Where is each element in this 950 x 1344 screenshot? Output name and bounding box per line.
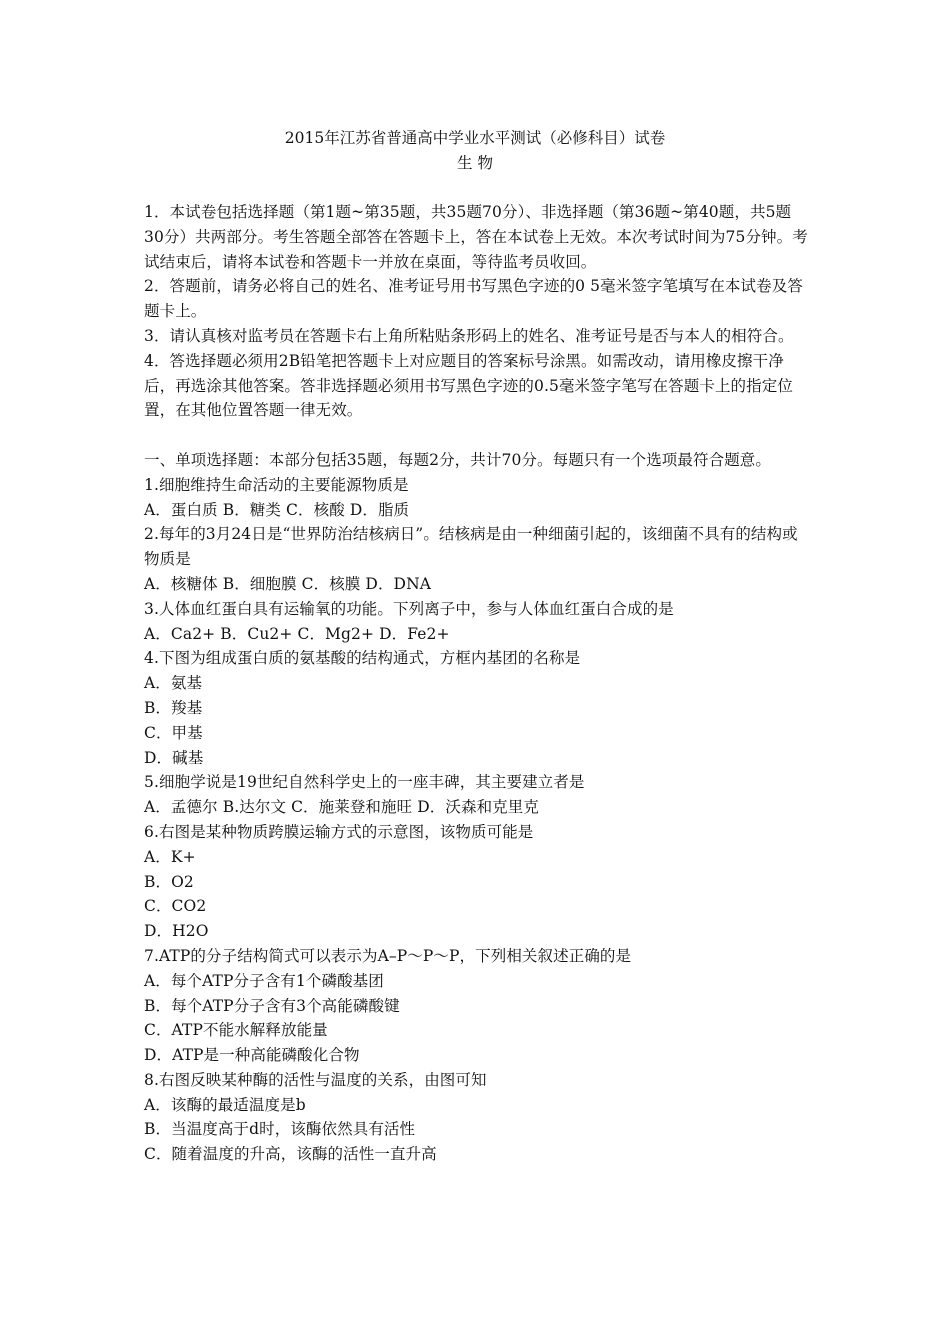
question-6-option-b: B．O2 (144, 872, 194, 891)
question-5-options: A．孟德尔 B.达尔文 C．施莱登和施旺 D．沃森和克里克 (144, 798, 539, 817)
section-heading: 一、单项选择题：本部分包括35题，每题2分，共计70分。每题只有一个选项最符合题意。 (144, 450, 772, 469)
question-7-option-c: C．ATP不能水解释放能量 (144, 1021, 328, 1040)
paragraph-gap (144, 423, 810, 448)
question-7-option-a: A．每个ATP分子含有1个磷酸基团 (144, 971, 384, 990)
instruction-3: 3．请认真核对监考员在答题卡右上角所粘贴条形码上的姓名、准考证号是否与本人的相符合。 (144, 326, 794, 345)
question-6-option-c: C．CO2 (144, 897, 207, 916)
question-4-option-a: A．氨基 (144, 674, 203, 693)
question-1: 1.细胞维持生命活动的主要能源物质是 (144, 475, 409, 494)
question-6: 6.右图是某种物质跨膜运输方式的示意图，该物质可能是 (144, 822, 534, 841)
question-1-options: A．蛋白质 B．糖类 C．核酸 D．脂质 (144, 500, 410, 519)
question-6-option-d: D．H2O (144, 922, 209, 941)
question-4-option-c: C．甲基 (144, 723, 203, 742)
instruction-4: 4．答选择题必须用2B铅笔把答题卡上对应题目的答案标号涂黑。如需改动，请用橡皮擦干净后，再选涂其他答案。答非选择题必须用书写黑色字迹的0.5毫米签字笔写在答题卡上的指定位置，在其他位置答题一律无效。 (144, 351, 793, 420)
question-4: 4.下图为组成蛋白质的氨基酸的结构通式，方框内基团的名称是 (144, 649, 581, 668)
question-8-option-c: C．随着温度的升高，该酶的活性一直升高 (144, 1145, 437, 1164)
question-8: 8.右图反映某种酶的活性与温度的关系，由图可知 (144, 1070, 487, 1089)
question-8-option-a: A．该酶的最适温度是b (144, 1095, 306, 1114)
instruction-2: 2．答题前，请务必将自己的姓名、准考证号用书写黑色字迹的0 5毫米签字笔填写在本试卷及答题卡上。 (144, 277, 803, 321)
question-8-option-b: B．当温度高于d时，该酶依然具有活性 (144, 1120, 416, 1139)
question-2: 2.每年的3月24日是“世界防治结核病日”。结核病是由一种细菌引起的，该细菌不具有的结构或物质是 (144, 525, 798, 569)
question-7-option-b: B．每个ATP分子含有3个高能磷酸键 (144, 996, 400, 1015)
instruction-1: 1．本试卷包括选择题（第1题~第35题，共35题70分）、非选择题（第36题~第40题，共5题30分）共两部分。考生答题全部答在答题卡上，答在本试卷上无效。本次考试时间为75分钟。考试结束后，请将本试卷和答题卡一并放在桌面，等待监考员收回。 (144, 203, 808, 271)
question-5: 5.细胞学说是19世纪自然科学史上的一座丰碑，其主要建立者是 (144, 773, 585, 792)
question-3: 3.人体血红蛋白具有运输氧的功能。下列离子中，参与人体血红蛋白合成的是 (144, 599, 674, 618)
subject-title: 生 物 (457, 154, 493, 172)
question-4-option-b: B．羧基 (144, 698, 203, 717)
question-2-options: A．核糖体 B．细胞膜 C．核膜 D．DNA (144, 574, 432, 593)
question-4-option-d: D．碱基 (144, 748, 204, 767)
question-6-option-a: A．K+ (144, 847, 196, 866)
question-7-option-d: D．ATP是一种高能磷酸化合物 (144, 1046, 360, 1065)
document-body (144, 200, 810, 1167)
question-7: 7.ATP的分子结构简式可以表示为A–P～P～P，下列相关叙述正确的是 (144, 946, 632, 965)
question-3-options: A．Ca2+ B．Cu2+ C．Mg2+ D．Fe2+ (144, 624, 450, 643)
exam-title: 2015年江苏省普通高中学业水平测试（必修科目）试卷 (284, 129, 666, 147)
